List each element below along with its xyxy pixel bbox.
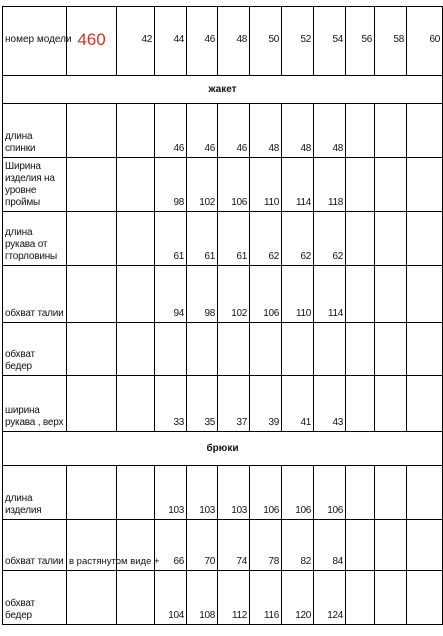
measurement-value — [375, 212, 407, 266]
measurement-value: 46 — [187, 104, 218, 158]
measurement-value — [375, 323, 407, 376]
measurement-value — [375, 466, 407, 520]
measurement-value — [117, 376, 155, 432]
measurement-value: 61 — [218, 212, 250, 266]
measurement-value: 70 — [187, 520, 218, 571]
measurement-value: 48 — [250, 104, 282, 158]
size-header: 48 — [218, 7, 250, 76]
section-title: жакет — [3, 76, 443, 104]
measurement-value — [407, 104, 443, 158]
measurement-value — [117, 212, 155, 266]
measurement-value — [346, 266, 375, 323]
measurement-value: 110 — [250, 158, 282, 212]
measurement-row — [3, 520, 443, 571]
measurement-value: 98 — [187, 266, 218, 323]
size-header: 60 — [407, 7, 443, 76]
measurement-value: 62 — [314, 212, 346, 266]
measurement-value: 37 — [218, 376, 250, 432]
measurement-value: 98 — [155, 158, 187, 212]
measurement-value — [375, 104, 407, 158]
measurement-row — [3, 571, 443, 625]
measurement-value: 106 — [250, 266, 282, 323]
measurement-label: длина рукава от гторловины — [3, 212, 67, 266]
measurement-value: 35 — [187, 376, 218, 432]
measurement-label: обхват бедер — [3, 323, 67, 376]
measurement-note — [67, 266, 117, 323]
measurement-value: 82 — [282, 520, 314, 571]
measurement-note — [67, 466, 117, 520]
measurement-value — [407, 266, 443, 323]
measurement-value: 61 — [187, 212, 218, 266]
measurement-value: 62 — [250, 212, 282, 266]
measurement-value — [346, 158, 375, 212]
measurement-value — [117, 466, 155, 520]
size-header: 56 — [346, 7, 375, 76]
size-chart-table — [2, 6, 443, 625]
measurement-value: 110 — [282, 266, 314, 323]
measurement-value: 48 — [314, 104, 346, 158]
size-header: 52 — [282, 7, 314, 76]
measurement-value — [407, 571, 443, 625]
size-header: 58 — [375, 7, 407, 76]
model-label: номер модели — [3, 7, 67, 76]
measurement-value — [117, 158, 155, 212]
measurement-value — [155, 323, 187, 376]
measurement-value: 61 — [155, 212, 187, 266]
measurement-value: 124 — [314, 571, 346, 625]
header-row — [3, 7, 443, 76]
measurement-value: 48 — [282, 104, 314, 158]
section-header-row — [3, 432, 443, 466]
measurement-value — [375, 520, 407, 571]
measurement-value — [375, 376, 407, 432]
measurement-value — [187, 323, 218, 376]
measurement-value — [117, 266, 155, 323]
measurement-value — [282, 323, 314, 376]
measurement-note: в растянутом виде + — [67, 520, 117, 571]
measurement-value: 116 — [250, 571, 282, 625]
section-header-row — [3, 76, 443, 104]
measurement-value: 106 — [218, 158, 250, 212]
measurement-value — [346, 212, 375, 266]
measurement-row — [3, 266, 443, 323]
size-header: 46 — [187, 7, 218, 76]
measurement-value: 62 — [282, 212, 314, 266]
measurement-value: 41 — [282, 376, 314, 432]
measurement-label: обхват бедер — [3, 571, 67, 625]
measurement-value: 114 — [314, 266, 346, 323]
measurement-value: 94 — [155, 266, 187, 323]
measurement-value: 102 — [218, 266, 250, 323]
measurement-value: 39 — [250, 376, 282, 432]
measurement-note — [67, 376, 117, 432]
measurement-value — [250, 323, 282, 376]
measurement-value — [407, 376, 443, 432]
measurement-label: ширина рукава , верх — [3, 376, 67, 432]
measurement-value: 66 — [155, 520, 187, 571]
measurement-value — [375, 266, 407, 323]
measurement-value — [346, 376, 375, 432]
measurement-label: обхват талии — [3, 520, 67, 571]
measurement-value: 78 — [250, 520, 282, 571]
measurement-note — [67, 104, 117, 158]
measurement-value — [407, 158, 443, 212]
measurement-value: 114 — [282, 158, 314, 212]
size-header: 50 — [250, 7, 282, 76]
measurement-value — [346, 520, 375, 571]
measurement-value: 103 — [155, 466, 187, 520]
measurement-row — [3, 323, 443, 376]
measurement-value — [346, 104, 375, 158]
measurement-value: 103 — [187, 466, 218, 520]
measurement-note — [67, 212, 117, 266]
measurement-value — [407, 520, 443, 571]
measurement-label: длина изделия — [3, 466, 67, 520]
measurement-value: 118 — [314, 158, 346, 212]
measurement-value: 106 — [250, 466, 282, 520]
measurement-value — [314, 323, 346, 376]
measurement-value: 46 — [155, 104, 187, 158]
measurement-value — [117, 571, 155, 625]
measurement-value: 103 — [218, 466, 250, 520]
measurement-note — [67, 571, 117, 625]
measurement-value: 106 — [314, 466, 346, 520]
size-header: 54 — [314, 7, 346, 76]
measurement-note — [67, 158, 117, 212]
measurement-row — [3, 212, 443, 266]
measurement-value: 102 — [187, 158, 218, 212]
measurement-value — [407, 466, 443, 520]
measurement-value: 74 — [218, 520, 250, 571]
measurement-note — [67, 323, 117, 376]
measurement-value — [375, 158, 407, 212]
measurement-label: обхват талии — [3, 266, 67, 323]
measurement-value: 46 — [218, 104, 250, 158]
size-header: 42 — [117, 7, 155, 76]
measurement-value — [346, 466, 375, 520]
model-number: 460 — [67, 7, 117, 76]
measurement-value — [407, 323, 443, 376]
measurement-value: 33 — [155, 376, 187, 432]
measurement-value: 84 — [314, 520, 346, 571]
measurement-value: 104 — [155, 571, 187, 625]
measurement-value: 106 — [282, 466, 314, 520]
measurement-label: Ширина изделия на уровне проймы — [3, 158, 67, 212]
measurement-label: длина спинки — [3, 104, 67, 158]
measurement-row — [3, 104, 443, 158]
measurement-row — [3, 466, 443, 520]
measurement-value — [117, 323, 155, 376]
measurement-row — [3, 376, 443, 432]
measurement-value — [218, 323, 250, 376]
measurement-value: 120 — [282, 571, 314, 625]
measurement-value — [375, 571, 407, 625]
measurement-row — [3, 158, 443, 212]
size-header: 44 — [155, 7, 187, 76]
measurement-value: 112 — [218, 571, 250, 625]
measurement-value: 108 — [187, 571, 218, 625]
measurement-value — [346, 571, 375, 625]
measurement-value — [346, 323, 375, 376]
section-title: брюки — [3, 432, 443, 466]
measurement-value — [117, 104, 155, 158]
measurement-value: 43 — [314, 376, 346, 432]
measurement-value — [407, 212, 443, 266]
